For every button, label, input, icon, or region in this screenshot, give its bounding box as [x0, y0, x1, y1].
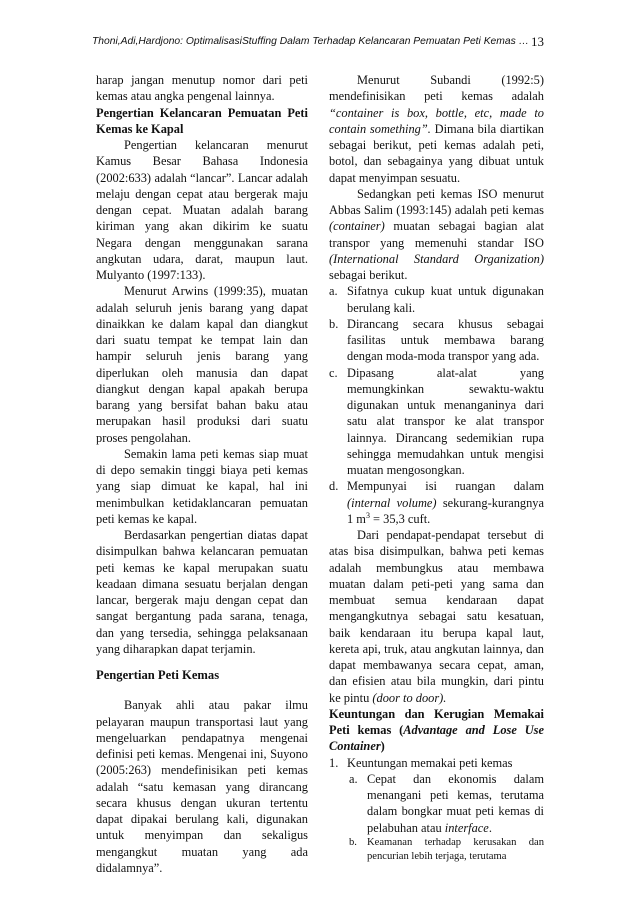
- list-text: Keamanan terhadap kerusakan dan pencurian lebih terjaga, terutama: [367, 836, 544, 863]
- volume-exponent: 3: [365, 510, 370, 520]
- list-marker: a.: [329, 284, 338, 299]
- door-to-door-term: (door to door).: [372, 690, 447, 705]
- volume-term: (internal volume): [347, 495, 437, 510]
- volume-text-c: = 35,3 cuft.: [369, 511, 431, 526]
- list-marker: a.: [349, 771, 358, 786]
- advantage-a-text: Cepat dan ekonomis dalam menangani peti kemas, terutama dalam bongkar muat peti kemas di pelabuhan atau: [367, 771, 544, 835]
- heading-kelancaran: Pengertian Kelancaran Pemuatan Peti Kemas ke Kapal: [96, 105, 308, 136]
- sub-list-item: [349, 836, 544, 865]
- list-marker: 1.: [329, 755, 339, 770]
- list-text: Dirancang secara khusus sebagai fasilitas untuk membawa barang dengan moda-moda transpor yang ada.: [347, 316, 544, 364]
- paragraph-kelancaran-definition: Pengertian kelancaran menurut Kamus Besar Bahasa Indonesia (2002:633) adalah “lancar”. Lancar adalah melaju dengan cepat atau bergerak maju dengan cepat. Muatan adalah barang kiriman yang akan dikirim ke suatu Negara dengan menggunakan sarana angkutan udara, darat, maupun laut. Mulyanto (1997:133).: [96, 138, 308, 282]
- advantage-a-end: .: [488, 820, 492, 835]
- heading-keuntungan-english: Advantage and Lose Use Container: [329, 723, 544, 754]
- list-marker: c.: [329, 365, 338, 380]
- running-title: Thoni,Adi,Hardjono: OptimalisasiStuffing Dalam Terhadap Kelancaran Pemuatan Peti Kemas …: [92, 36, 529, 47]
- list-text: Keuntungan memakai peti kemas: [347, 755, 513, 770]
- paragraph-conclusion: Berdasarkan pengertian diatas dapat disimpulkan bahwa kelancaran pemuatan peti kemas ke kapal merupakan suatu keadaan dimana sesuatu berjalan dengan lancar, bergerak maju dengan cepat dan sangat bergantung pada sarana, tenaga, dan yang tersedia, sehingga pelaksanaan yang diharapkan dapat terjamin.: [96, 528, 308, 656]
- iso-list-item: [329, 316, 544, 365]
- paragraph-subandi: [329, 72, 544, 186]
- iso-container-term: (container): [329, 219, 385, 234]
- iso-list-item: [329, 365, 544, 479]
- heading-keuntungan-text: Keuntungan dan Kerugian Memakai Peti kemas (: [329, 706, 544, 737]
- iso-text-b: muatan sebagai bagian alat transpor yang memenuhi standar ISO: [329, 219, 544, 250]
- interface-term: interface: [444, 820, 489, 835]
- list-text: [367, 771, 544, 836]
- iso-standard-term: (International Standard Organization): [329, 251, 544, 266]
- paragraph-iso: [329, 186, 544, 284]
- paragraph-arwins: Menurut Arwins (1999:35), muatan adalah seluruh jenis barang yang dapat dinaikkan ke dalam kapal dan diangkut dari suatu tempat ke tempat lain dan hampir seluruh jenis barang yang diperlukan oleh manusia dan dapat diangkut dengan kapal apakah berupa barang yang bersifat bahan baku atau merupakan hasil produksi dari suatu proses pengolahan.: [96, 284, 308, 445]
- numbered-list-item: [329, 755, 544, 771]
- list-marker: d.: [329, 479, 339, 494]
- left-column: [96, 72, 308, 876]
- list-marker: b.: [349, 836, 357, 848]
- heading-keuntungan-close: ): [380, 739, 385, 754]
- list-text: Sifatnya cukup kuat untuk digunakan berulang kali.: [347, 284, 544, 315]
- list-text: Dipasang alat-alat yang memungkinkan sewaktu-waktu digunakan untuk menanganinya dari satu alat transpor ke alat transpor lainnya. Dirancang sedemikian rupa sehingga memudahkan untuk mengisi muatan mengosongkan.: [347, 365, 544, 477]
- subandi-text-a: Menurut Subandi (1992:5) mendefinisikan peti kemas adalah: [329, 73, 544, 104]
- subandi-text-b: Dimana bila diartikan sebagai berikut, peti kemas adalah peti, botol, dan sebagainya yang dibuat untuk dapat menyimpan sesuatu.: [329, 121, 544, 185]
- iso-text-a: Sedangkan peti kemas ISO menurut Abbas Salim (1993:145) adalah peti kemas: [329, 186, 544, 217]
- paragraph-summary: [329, 527, 544, 706]
- paragraph-suyono: Banyak ahli atau pakar ilmu pelayaran maupun transportasi laut yang mengeluarkan pendapatnya mengenai definisi peti kemas. Mengenai ini, Suyono (2005:263) mendefinisikan peti kemas adalah “satu kemasan yang dirancang secara khusus dengan ukuran tertentu dapat dipakai berulang kali, digunakan untuk menyimpan dan sekaligus mengangkut muatan yang ada didalamnya”.: [96, 698, 308, 875]
- summary-text: Dari pendapat-pendapat tersebut di atas bisa disimpulkan, bahwa peti kemas adalah membungkus atau membawa muatan dalam peti-peti yang sama dan membuat semua kendaraan dapat mengangkutnya sebagai satu kesatuan, baik kendaraan itu berupa kapal laut, kereta api, truk, atau angkutan lainnya, dan dapat membawanya secara cepat, aman, dan efisien atau bila mungkin, dari pintu ke pintu: [329, 528, 544, 705]
- list-text: [347, 478, 544, 527]
- volume-text-b: sekurang-kurangnya 1 m: [347, 495, 544, 526]
- volume-text-a: Mempunyai isi ruangan dalam: [347, 479, 544, 494]
- heading-keuntungan: [329, 706, 544, 755]
- page-number: 13: [531, 36, 544, 49]
- iso-list-item: [329, 478, 544, 527]
- iso-list-item: [329, 283, 544, 316]
- intro-paragraph: harap jangan menutup nomor dari peti kemas atau angka pengenal lainnya.: [96, 73, 308, 104]
- subandi-quote: “container is box, bottle, etc, made to contain something”.: [329, 105, 544, 136]
- heading-peti-kemas: Pengertian Peti Kemas: [96, 668, 220, 682]
- list-marker: b.: [329, 316, 339, 331]
- iso-text-c: sebagai berikut.: [329, 268, 408, 282]
- running-header: [92, 36, 544, 54]
- right-column: [329, 72, 544, 865]
- paragraph-depo: Semakin lama peti kemas siap muat di depo semakin tinggi biaya peti kemas yang siap dimuat ke kapal, hal ini menimbulkan ketidaklancaran pemuatan peti kemas ke kapal.: [96, 446, 308, 526]
- sub-list-item: [349, 771, 544, 836]
